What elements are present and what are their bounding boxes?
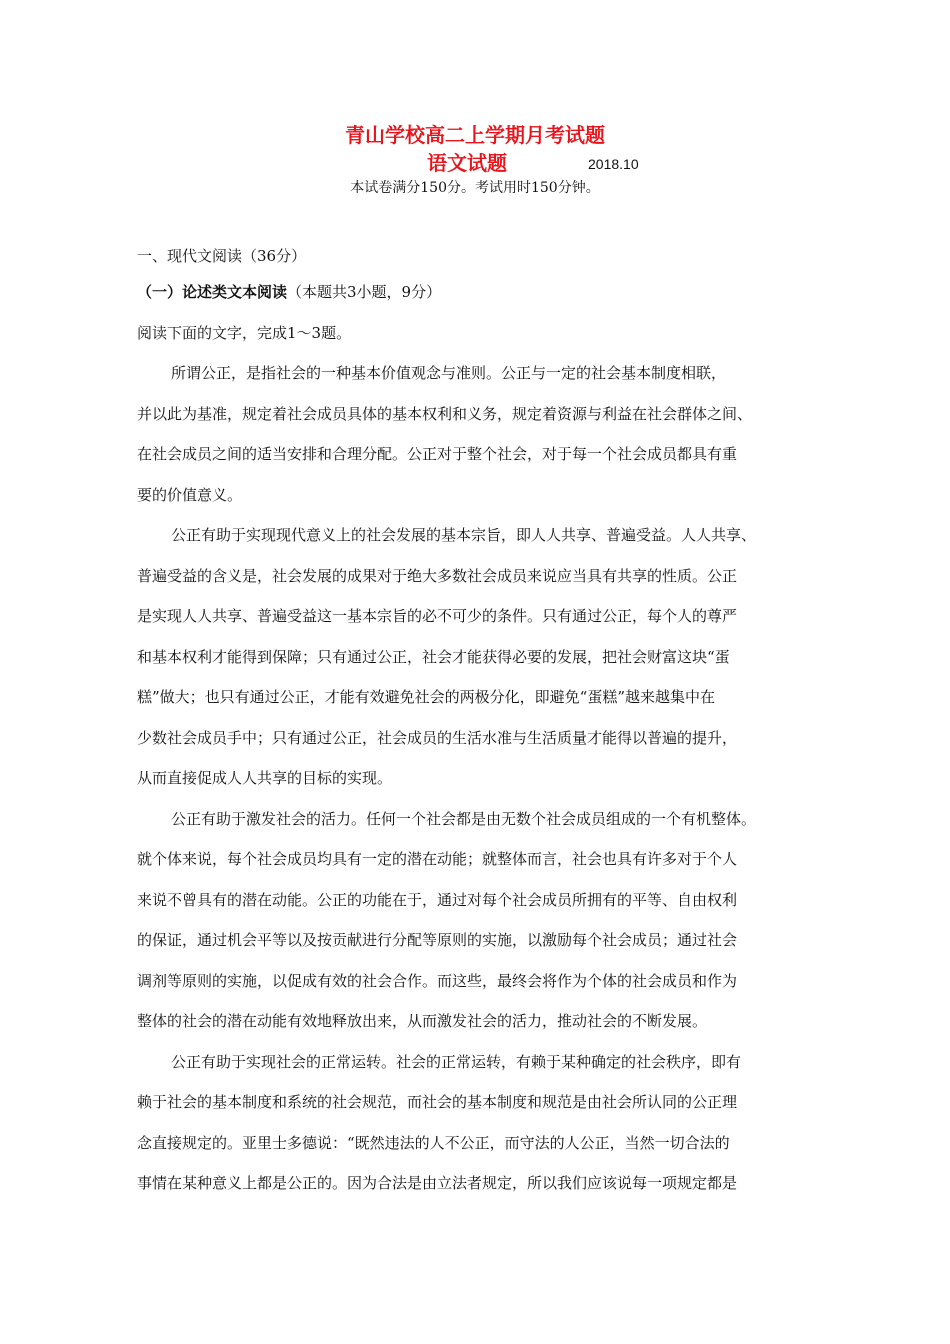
subsection-heading (137, 272, 817, 313)
paragraph-line: 公正有助于实现现代意义上的社会发展的基本宗旨，即人人共享、普遍受益。人人共享、 (171, 526, 757, 544)
paragraph-line: 并以此为基准，规定着社会成员具体的基本权利和义务，规定着资源与利益在社会群体之间、 (137, 404, 753, 423)
paragraph-3 (137, 799, 817, 1042)
paragraph-1 (137, 353, 817, 515)
paragraph-4 (137, 1042, 817, 1204)
paragraph-line: 糕”做大；也只有通过公正，才能有效避免社会的两极分化，即避免“蛋糕”越来越集中在 (137, 688, 716, 706)
document-subtitle: 语文试题 (427, 151, 507, 175)
paragraph-line: 和基本权利才能得到保障；只有通过公正，社会才能获得必要的发展，把社会财富这块“蛋 (137, 647, 730, 666)
instruction: 阅读下面的文字，完成1～3题。 (137, 323, 352, 342)
subsection-detail: （本题共3小题，9分） (287, 283, 442, 301)
exam-note: 本试卷满分150分。考试用时150分钟。 (350, 180, 600, 196)
paragraph-line: 少数社会成员手中；只有通过公正，社会成员的生活水准与生活质量才能得以普遍的提升， (137, 728, 738, 747)
document-title: 青山学校高二上学期月考试题 (345, 123, 605, 147)
paragraph-2 (137, 515, 817, 799)
paragraph-line: 调剂等原则的实施，以促成有效的社会合作。而这些，最终会将作为个体的社会成员和作为 (137, 971, 738, 990)
paragraph-line: 整体的社会的潜在动能有效地释放出来，从而激发社会的活力，推动社会的不断发展。 (137, 1012, 708, 1030)
section-heading-block (137, 236, 817, 277)
paragraph-line: 从而直接促成人人共享的目标的实现。 (137, 769, 393, 787)
body-text (137, 272, 817, 1204)
paragraph-line: 要的价值意义。 (137, 485, 243, 504)
subtitle-row (0, 150, 950, 176)
paragraph-line: 的保证，通过机会平等以及按贡献进行分配等原则的实施，以激励每个社会成员；通过社会 (137, 931, 738, 949)
paragraph-line: 公正有助于实现社会的正常运转。社会的正常运转，有赖于某种确定的社会秩序，即有 (171, 1052, 742, 1071)
subsection-label: （一）论述类文本阅读 (137, 283, 288, 301)
paragraph-line: 普遍受益的含义是，社会发展的成果对于绝大多数社会成员来说应当具有共享的性质。公正 (137, 566, 738, 585)
paragraph-line: 公正有助于激发社会的活力。任何一个社会都是由无数个社会成员组成的一个有机整体。 (171, 809, 757, 828)
section-heading: 一、现代文阅读（36分） (137, 247, 307, 265)
paragraph-line: 来说不曾具有的潜在动能。公正的功能在于，通过对每个社会成员所拥有的平等、自由权利 (137, 890, 738, 909)
paragraph-line: 念直接规定的。亚里士多德说：“既然违法的人不公正，而守法的人公正，当然一切合法的 (137, 1133, 730, 1152)
paragraph-line: 是实现人人共享、普遍受益这一基本宗旨的必不可少的条件。只有通过公正，每个人的尊严 (137, 607, 738, 625)
paragraph-line: 就个体来说，每个社会成员均具有一定的潜在动能；就整体而言，社会也具有许多对于个人 (137, 850, 738, 868)
exam-date: 2018.10 (588, 156, 639, 172)
paragraph-line: 在社会成员之间的适当安排和合理分配。公正对于整个社会，对于每一个社会成员都具有重 (137, 445, 738, 463)
paragraph-line: 所谓公正，是指社会的一种基本价值观念与准则。公正与一定的社会基本制度相联， (171, 364, 727, 382)
paragraph-line: 赖于社会的基本制度和系统的社会规范，而社会的基本制度和规范是由社会所认同的公正理 (137, 1093, 738, 1111)
paragraph-line: 事情在某种意义上都是公正的。因为合法是由立法者规定，所以我们应该说每一项规定都是 (137, 1174, 738, 1192)
